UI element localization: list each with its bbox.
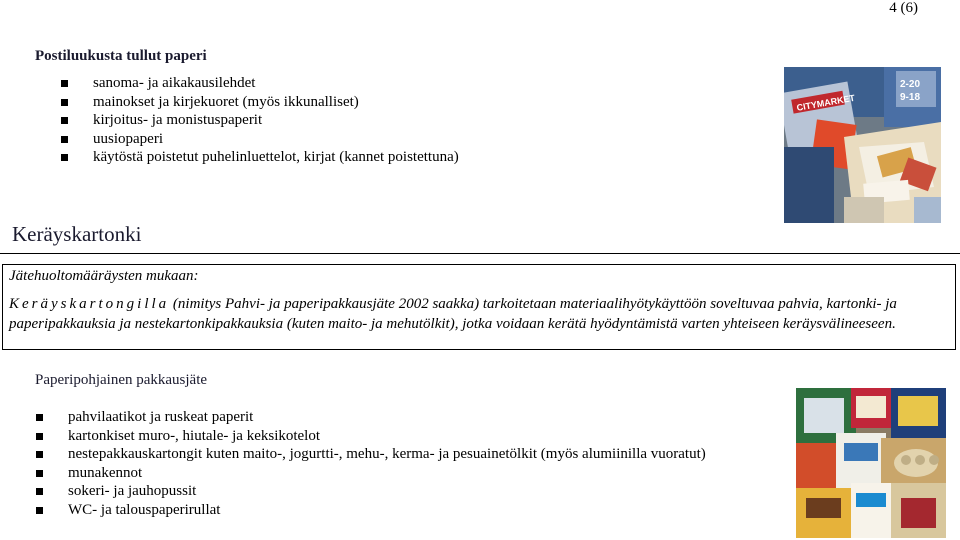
paper-packaging-list (36, 408, 706, 519)
bullet-icon (36, 488, 43, 495)
packaging-photo (796, 388, 946, 538)
section-title-collection-cardboard: Keräyskartonki (12, 222, 142, 246)
list-item: sanoma- ja aikakausilehdet (61, 74, 459, 93)
section-title-mail-paper: Postiluukusta tullut paperi (35, 48, 207, 64)
bullet-icon (61, 99, 68, 106)
list-item: nestepakkauskartongit kuten maito-, jogurtti-, mehu-, kerma- ja pesuainetölkit (myös alumiinilla vuoratut) (36, 445, 706, 464)
photo-tag-1: 2-20 (900, 79, 921, 90)
mail-paper-list (61, 74, 459, 167)
regulations-subtitle: Jätehuoltomääräysten mukaan: (9, 268, 199, 284)
list-item: mainokset ja kirjekuoret (myös ikkunalliset) (61, 93, 459, 112)
bullet-icon (36, 414, 43, 421)
bullet-icon (61, 154, 68, 161)
photo-brand-text: CITYMARKET (795, 92, 856, 113)
photo-tag-2: 9-18 (900, 92, 921, 103)
definition-paragraph (9, 295, 934, 334)
list-item: sokeri- ja jauhopussit (36, 482, 706, 501)
bullet-icon (61, 136, 68, 143)
bullet-icon (36, 507, 43, 514)
bullet-icon (36, 470, 43, 477)
definition-term: Keräyskartongilla (9, 296, 170, 312)
list-item: käytöstä poistetut puhelinluettelot, kirjat (kannet poistettuna) (61, 148, 459, 167)
divider (0, 253, 960, 254)
definition-text: (nimitys Pahvi- ja paperipakkausjäte 2002 saakka) tarkoitetaan materiaalihyötykäyttöön soveltuvaa pahvia, kartonki- ja paperipakkauksia ja nestekartonkipakkauksia (kuten maito- ja mehutölkit), jotka voidaan kerätä hyödyntämistä varten yhteiseen keräysvälineeseen. (9, 296, 897, 332)
list-item: WC- ja talouspaperirullat (36, 501, 706, 520)
section-title-paper-packaging: Paperipohjainen pakkausjäte (35, 372, 208, 388)
list-item: pahvilaatikot ja ruskeat paperit (36, 408, 706, 427)
list-item: kartonkiset muro-, hiutale- ja keksikotelot (36, 427, 706, 446)
page-number: 4 (6) (889, 0, 918, 16)
bullet-icon (61, 80, 68, 87)
bullet-icon (61, 117, 68, 124)
list-item: uusiopaperi (61, 130, 459, 149)
list-item: munakennot (36, 464, 706, 483)
bullet-icon (36, 451, 43, 458)
bullet-icon (36, 433, 43, 440)
list-item: kirjoitus- ja monistuspaperit (61, 111, 459, 130)
mail-paper-photo (784, 67, 941, 223)
definition-box (2, 264, 956, 350)
